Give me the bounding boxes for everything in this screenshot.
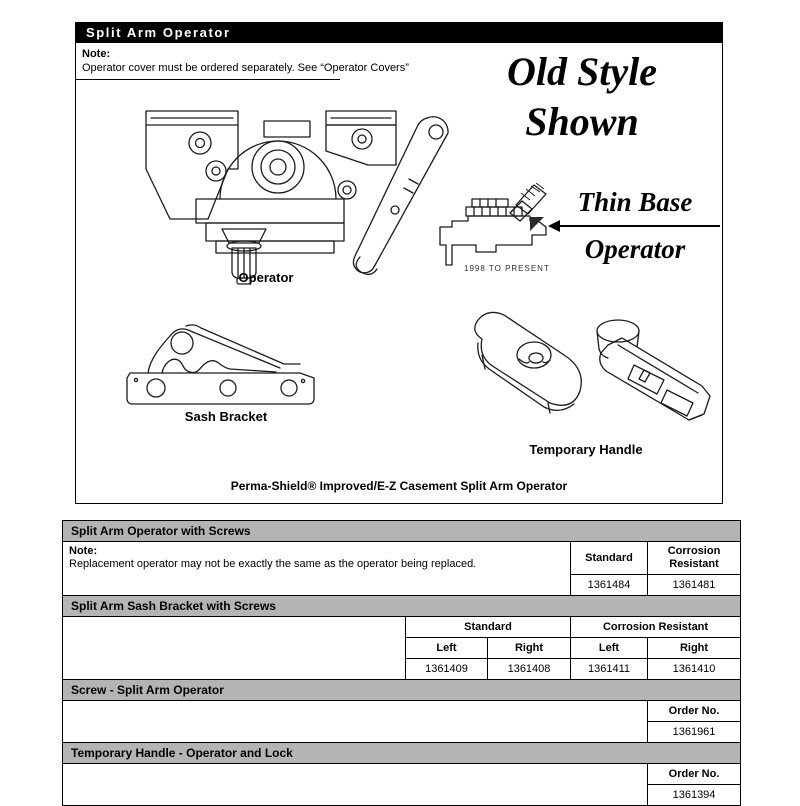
left-arrow-icon — [548, 219, 722, 232]
part-number-cr-right: 1361410 — [648, 659, 741, 680]
part-number-handle: 1361394 — [648, 785, 741, 806]
table-row — [63, 617, 741, 638]
section-header-sash-bracket: Split Arm Sash Bracket with Screws — [63, 596, 741, 617]
figure-panel — [75, 22, 723, 504]
empty-cell — [63, 764, 648, 806]
section-header-screw: Screw - Split Arm Operator — [63, 680, 741, 701]
operator-label: Operator — [238, 270, 294, 285]
part-number-corrosion: 1361481 — [648, 575, 741, 596]
table-row — [63, 764, 741, 785]
sash-bracket-drawing-icon — [120, 317, 325, 409]
table-row — [63, 743, 741, 764]
part-number-std-right: 1361408 — [488, 659, 571, 680]
empty-cell — [63, 617, 406, 680]
temporary-handle-drawing-icon — [448, 305, 718, 437]
table-row — [63, 701, 741, 722]
table-note-text: Replacement operator may not be exactly the same as the operator being replaced. — [69, 558, 477, 570]
part-number-screw: 1361961 — [648, 722, 741, 743]
col-header-left-standard: Left — [406, 638, 488, 659]
col-header-left-corrosion: Left — [571, 638, 648, 659]
note-block — [82, 47, 412, 75]
sash-bracket-label: Sash Bracket — [184, 409, 268, 424]
part-number-std-left: 1361409 — [406, 659, 488, 680]
table-row — [63, 596, 741, 617]
section-header-temporary-handle: Temporary Handle - Operator and Lock — [63, 743, 741, 764]
group-header-standard: Standard — [406, 617, 571, 638]
table-row — [63, 680, 741, 701]
group-header-corrosion-resistant: Corrosion Resistant — [571, 617, 741, 638]
date-range-label: 1998 TO PRESENT — [464, 264, 550, 273]
thin-base-annotation: Thin Base Operator — [548, 187, 722, 265]
col-header-standard: Standard — [571, 542, 648, 575]
table-note-label: Note: — [69, 545, 98, 557]
old-style-annotation: Old Style Shown — [507, 49, 657, 144]
page-title: Split Arm Operator — [76, 23, 722, 43]
table-row — [63, 521, 741, 542]
col-header-right-standard: Right — [488, 638, 571, 659]
temporary-handle-label: Temporary Handle — [529, 442, 643, 457]
note-divider — [76, 79, 340, 80]
parts-order-table — [62, 520, 741, 806]
part-number-cr-left: 1361411 — [571, 659, 648, 680]
col-header-right-corrosion: Right — [648, 638, 741, 659]
col-header-order-no: Order No. — [648, 764, 741, 785]
note-text: Operator cover must be ordered separately. See “Operator Covers” — [82, 62, 409, 74]
figure-caption: Perma-Shield® Improved/E-Z Casement Split Arm Operator — [230, 479, 568, 493]
part-number-standard: 1361484 — [571, 575, 648, 596]
empty-cell — [63, 701, 648, 743]
col-header-corrosion-resistant: Corrosion Resistant — [648, 542, 741, 575]
table-note-cell — [63, 542, 571, 596]
col-header-order-no: Order No. — [648, 701, 741, 722]
operator-drawing-icon — [104, 91, 464, 286]
section-header-operator: Split Arm Operator with Screws — [63, 521, 741, 542]
table-row — [63, 542, 741, 575]
note-label: Note: — [82, 48, 111, 60]
